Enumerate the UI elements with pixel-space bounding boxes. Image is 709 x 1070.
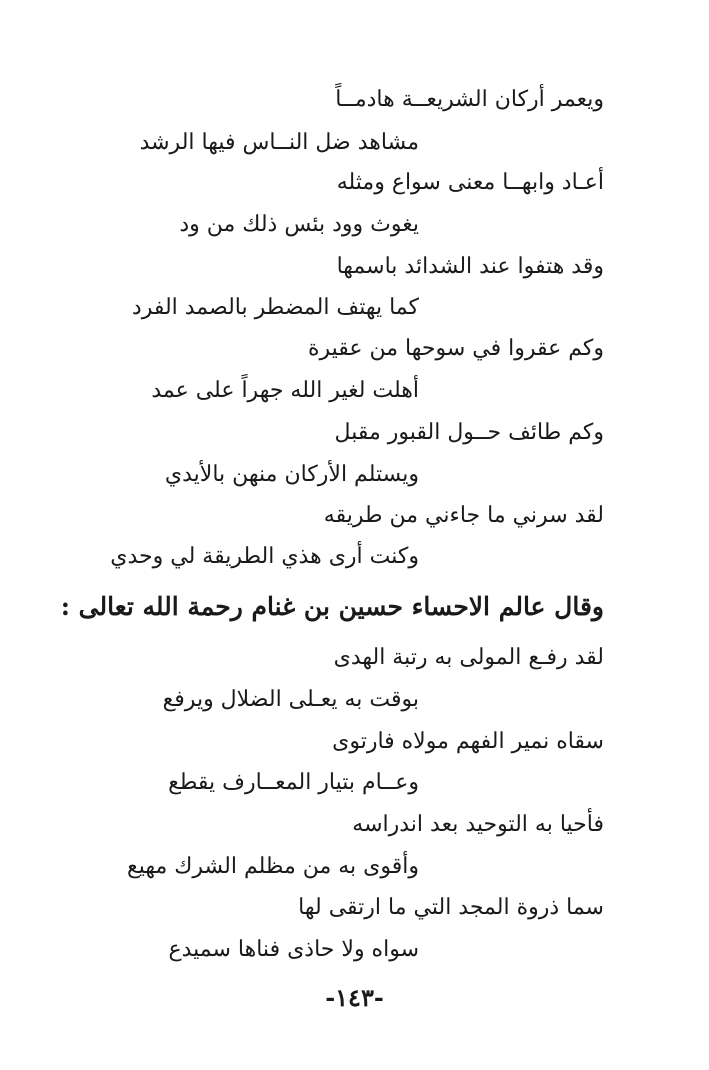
verse-line-first: لقد رفـع المولى به رتبة الهدى bbox=[333, 645, 604, 670]
verse-line-first: وكم عقروا في سوحها من عقيرة bbox=[307, 336, 604, 361]
verse-line-first: سما ذروة المجد التي ما ارتقى لها bbox=[298, 895, 604, 920]
section-heading: وقال عالم الاحساء حسين بن غنام رحمة الله تعالى : bbox=[60, 592, 604, 621]
verse-line-first: وقد هتفوا عند الشدائد باسمها bbox=[336, 254, 604, 279]
verse-line-second: سواه ولا حاذى فناها سميدع bbox=[168, 937, 419, 962]
verse-line-first: وكم طائف حــول القبور مقبل bbox=[334, 420, 604, 445]
verse-line-second: ويستلم الأركان منهن بالأيدي bbox=[164, 462, 419, 487]
verse-line-second: بوقت به يعـلى الضلال ويرفع bbox=[162, 687, 419, 712]
verse-line-first: سقاه نمير الفهم مولاه فارتوى bbox=[332, 729, 604, 754]
verse-line-second: وأقوى به من مظلم الشرك مهيع bbox=[127, 854, 419, 879]
verse-line-second: أهلت لغير الله جهراً على عمد bbox=[151, 378, 419, 403]
verse-line-first: ويعمر أركان الشريعــة هادمــاً bbox=[335, 87, 604, 112]
verse-line-second: يغوث وود بئس ذلك من ود bbox=[179, 212, 419, 237]
page-number: -١٤٣- bbox=[325, 983, 384, 1012]
verse-line-second: كما يهتف المضطر بالصمد الفرد bbox=[131, 295, 419, 320]
verse-line-second: مشاهد ضل النــاس فيها الرشد bbox=[139, 130, 419, 155]
verse-line-first: لقد سرني ما جاءني من طريقه bbox=[323, 503, 604, 528]
verse-line-second: وعــام بتيار المعــارف يقطع bbox=[168, 770, 419, 795]
verse-line-first: أعـاد وابهــا معنى سواع ومثله bbox=[336, 170, 604, 195]
verse-line-second: وكنت أرى هذي الطريقة لي وحدي bbox=[110, 544, 419, 569]
verse-line-first: فأحيا به التوحيد بعد اندراسه bbox=[352, 812, 604, 837]
